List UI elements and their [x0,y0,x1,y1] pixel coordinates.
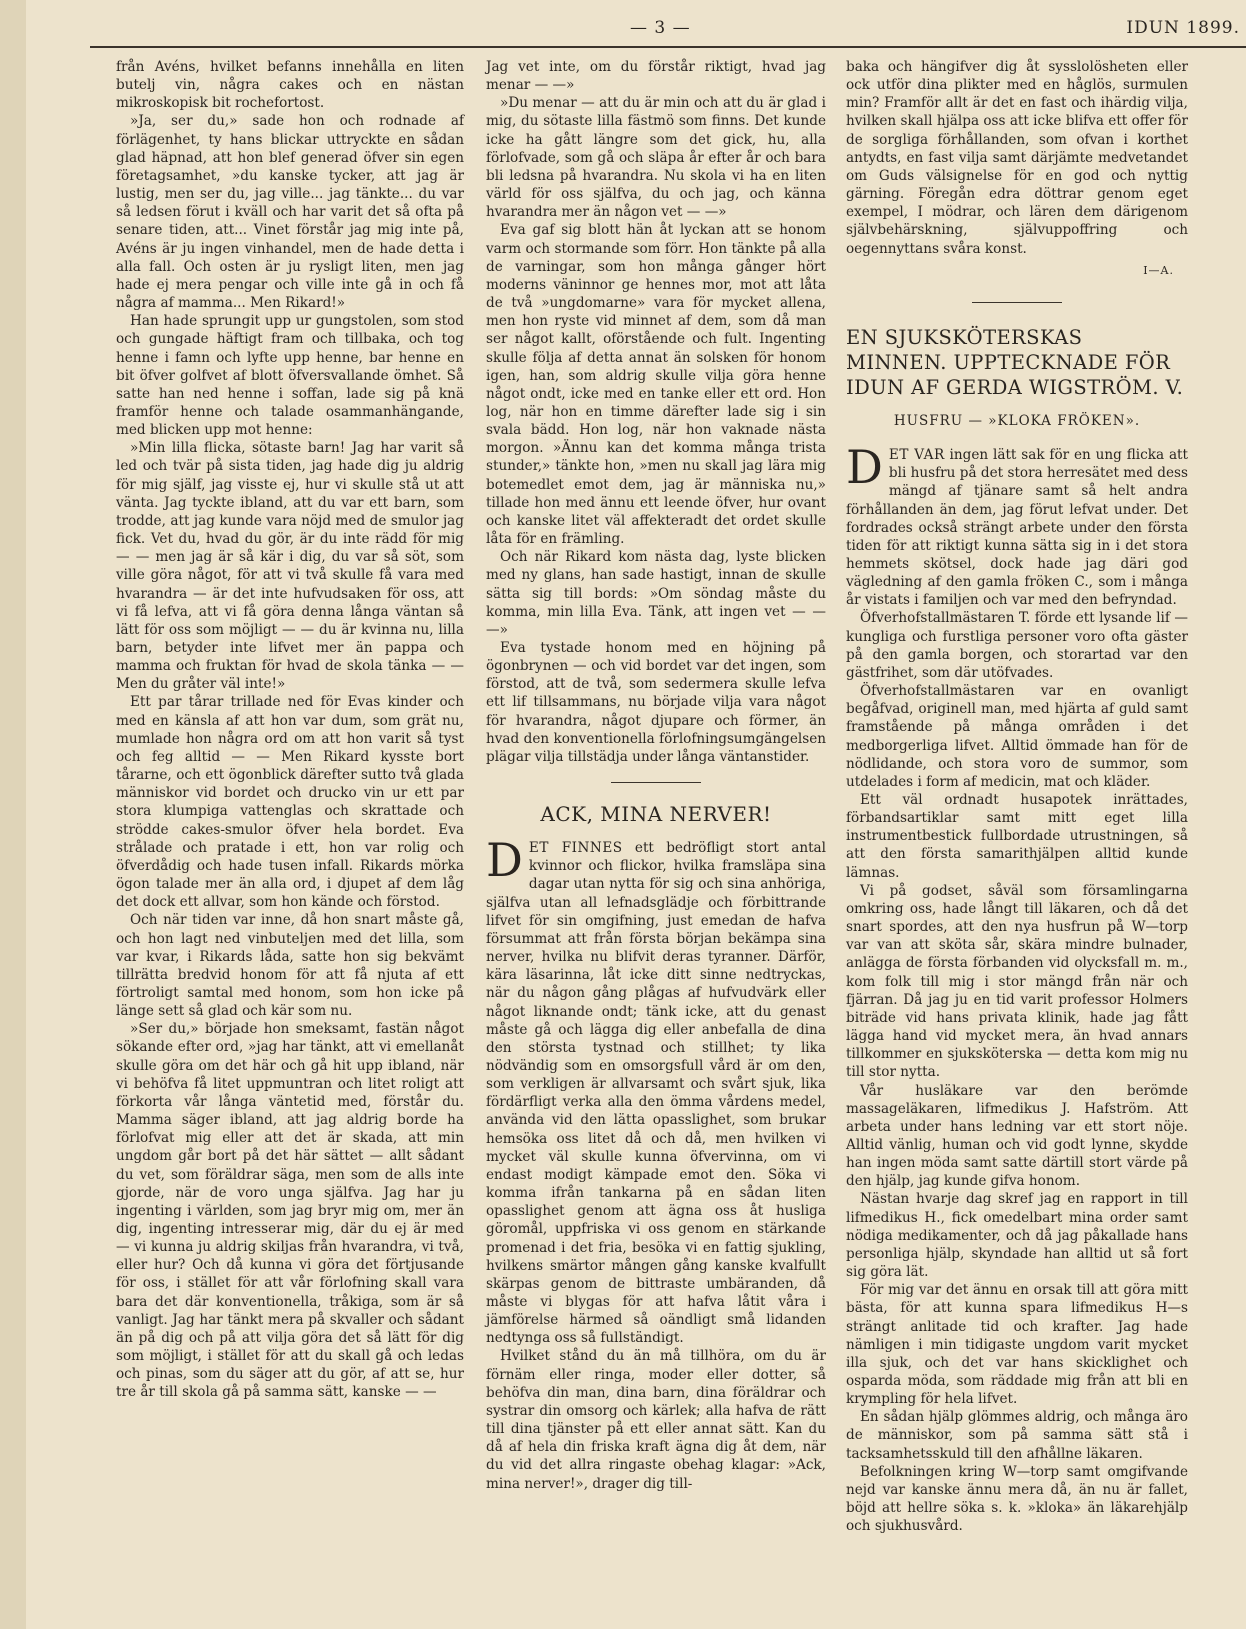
column-1 [116,58,464,1402]
paragraph: Och när Rikard kom nästa dag, lyste blicken med ny glans, han sade hastigt, innan de skulle sätta sig till bords: »Om söndag måste du komma, min lilla Eva. Tänk, att ingen vet — — —» [486,549,826,638]
page-header [90,18,1246,48]
paragraph: Vi på godset, såväl som församlingarna omkring oss, hade långt till läkaren, och då det snart spordes, att den nya husfrun på W—torp var van att sköta sår, skära mindre bulnader, anlägga de första förbanden vid olycksfall m. m., kom folk till mig i stor mängd från när och fjärran. Då jag ju en tid varit professor Holmers biträde vid hans privata klinik, hade jag fått lägga hand vid mycket mera, än hvad annars tillkommer en sjuksköterska — detta kom mig nu till stor nytta. [846,882,1188,1081]
paragraph: Hvilket stånd du än må tillhöra, om du är förnäm eller ringa, moder eller dotter, så behöfva din man, dina barn, dina föräldrar och systrar din omsorg och kärlek; alla hafva de rätt till dina tjänster på ett eller annat sätt. Kan du då af hela din friska kraft ägna dig åt dem, när du vid det allra ringaste obehag klagar: »Ack, mina nerver!», drager dig till- [486,1348,826,1492]
paragraph: Öfverhofstallmästaren var en ovanligt begåfvad, originell man, med hjärta af guld samt framstående på många områden i det medborgerliga lifvet. Alltid ömmade han för de nödlidande, och stora voro de summor, som utdelades i form af medicin, mat och kläder. [846,683,1188,790]
paragraph: »Ser du,» började hon smeksamt, fastän något sökande efter ord, »jag har tänkt, att vi emellanåt skulle göra om det här och gå hit upp ibland, när vi behöfva få litet uppmuntran och litet roligt att förkorta vår långa väntetid med, förstår du. Mamma säger ibland, att jag aldrig borde ha förlofvat mig eller att det är skada, att min ungdom går bort på det här sättet — allt sådant du vet, som föräldrar säga, men som de alls inte gjorde, när de voro unga själfva. Jag har ju ingenting i världen, som jag bryr mig om, mer än dig, ingenting intresserar mig, där du ej är med — vi kunna ju aldrig skiljas från hvarandra, vi två, eller hur? Och då kunna vi göra det förtjusande för oss, i stället för att vår förlofning skall vara bara det där konventionella, tråkiga, som är så vanligt. Jag har tänkt mera på skvaller och sådant än på dig och på att vilja göra det så lätt för dig som möjligt, i stället för att du skall gå och ledas och pinas, som du säger att du gör, af att se, hur tre år till skola gå på samma sätt, kanske — — [116,1021,464,1401]
paragraph: Eva tystade honom med en höjning på ögonbrynen — och vid bordet var det ingen, som förstod, att de två, som sedermera skulle lefva ett lif tillsammans, nu började vilja vara något för hvarandra, något djupare och förmer, än hvad den konventionella förlofningsumgängelsen plägar vilja tillstädja under långa väntanstider. [486,640,826,765]
drop-cap: D [846,440,883,495]
page-edge [0,0,26,1629]
paragraph-text: ett bedröfligt stort antal kvinnor och flickor, hvilka framsläpa sina dagar utan nytta för sig och sina anhöriga, själfva utan all lefnadsglädje och förbittrande lifvet för sin omgifning, just emedan de hafva försummat att från första början bekämpa sina nerver, hvilka nu blifvit deras tyranner. Därför, kära läsarinna, låt icke ditt sinne nedtryckas, när du någon gång plågas af hufvudvärk eller något liknande ondt; tänk icke, att du genast måste gå och lägga dig eller anbefalla de dina den största tystnad och stillhet; ty lika nödvändig som en omsorgsfull vård är om den, som verkligen är allvarsamt och svårt sjuk, lika fördärfligt verka alla den ömma vårdens medel, använda vid den lätta opasslighet, som brukar hemsöka oss litet då och då, men hvilken vi mycket väl skulle kunna öfvervinna, om vi endast modigt kämpade emot den. Söka vi komma ifrån tankarna på en sådan liten opasslighet genom att ägna oss åt husliga göromål, uppfriska vi oss genom en stärkande promenad i det fria, besöka vi en fattig sjukling, hvilkens smärtor mången gång kanske kvalfullt skärpas genom de bittraste umbäranden, då måste vi blygas för att hafva låtit våra i jämförelse härmed så oändligt små lidanden nedtynga oss så fullständigt. [486,840,826,1347]
paragraph: baka och hängifver dig åt sysslolösheten eller ock utför dina plikter med en håglös, surmulen min? Framför allt är det en fast och ihärdig vilja, hvilken skall hjälpa oss att icke blifva ett offer för de sorgliga förhållanden, som ofvan i korthet antydts, en fast vilja samt därjämte medvetandet om Guds välsignelse för en god och nyttig gärning. Föregån edra döttrar genom eget exempel, I mödrar, och lären dem därigenom självbehärskning, självuppoffring och oegennyttans svåra konst. [846,59,1188,257]
paragraph: Öfverhofstallmästaren T. förde ett lysande lif — kungliga och furstliga personer voro ofta gäster på den gamla borgen, och storartad var den gästfrihet, som där utöfvades. [846,610,1188,681]
section-divider [972,302,1062,303]
paragraph: Han hade sprungit upp ur gungstolen, som stod och gungade häftigt fram och tillbaka, och tog henne i famn och lyfte upp henne, bar henne en bit öfver golfvet af blott öfversvallande ömhet. Så satte han ned henne i soffan, lade sig på knä framför henne och talade osammanhängande, med blicken upp mot henne: [116,313,464,439]
paragraph: Och när tiden var inne, då hon snart måste gå, och hon lagt ned vinbuteljen med det lilla, som var kvar, i Rikards låda, satte hon sig bekvämt tillrätta bredvid honom för att få njuta af ett förtroligt samtal med honom, som hon icke på länge sett så glad och kär som nu. [116,912,464,1020]
paragraph: En sådan hjälp glömmes aldrig, och många äro de människor, som på samma sätt stå i tacksamhetsskuld till den afhållne läkaren. [846,1409,1188,1462]
article-first-paragraph [486,833,826,1347]
drop-cap: D [486,833,523,888]
section-divider [611,782,701,783]
lead-words: ET VAR [888,447,945,464]
article-heading-nerves: ACK, MINA NERVER! [540,802,772,827]
page-number: — 3 — [630,18,691,38]
lead-words: ET FINNES [528,840,623,857]
column-2 [486,58,826,1493]
article-first-paragraph [846,440,1188,609]
paragraph: För mig var det ännu en orsak till att göra mitt bästa, för att kunna spara lifmedikus H—s strängt anlitade tid och krafter. Jag hade nämligen i min tidigaste ungdom varit mycket illa sjuk, och det var hans skicklighet och osparda möda, som räddade mig från att bli en krympling för hela lifvet. [846,1282,1188,1408]
paragraph: Ett väl ordnadt husapotek inrättades, förbandsartiklar samt mitt eget lilla instrumentbestick fullbordade utrustningen, så att den första samarithjälpen alltid kunde lämnas. [846,792,1188,881]
column-3 [846,58,1188,1535]
paragraph: Befolkningen kring W—torp samt omgifvande nejd var kanske ännu mera då, än nu är fallet, böjd att hellre söka s. k. »kloka» än läkarehjälp och sjukhusvård. [846,1463,1188,1535]
signature: I—A. [1143,263,1174,277]
article-heading-memoirs: EN SJUKSKÖTERSKAS MINNEN. UPPTECKNADE FÖR IDUN AF GERDA WIGSTRÖM. V. [846,325,1184,399]
paragraph: Ett par tårar trillade ned för Evas kinder och med en känsla af att hon var dum, som grät nu, mumlade hon några ord om att hon varit så tyst och feg alltid — — Men Rikard kysste bort tårarne, och ett ögonblick därefter sutto två glada människor vid bordet och drucko vin ur ett par stora klumpiga vattenglas och skrattade och strödde cakes-smulor öfver hela bordet. Eva strålade och pratade i ett, hon var rolig och öfverdådig och hade tusen infall. Rikards mörka ögon talade mer än alla ord, i djupet af dem låg det dock ett allvar, som hon kände och förstod. [116,694,464,911]
paragraph: Vår husläkare var den berömde massageläkaren, lifmedikus J. Hafström. Att arbeta under hans ledning var ett stort nöje. Alltid vänlig, human och vid godt lynne, skydde han ingen möda samt satte därtill stort värde på den hjälp, jag kunde gifva honom. [846,1082,1188,1190]
paragraph: Eva gaf sig blott hän åt lyckan att se honom varm och stormande som förr. Hon tänkte på alla de varningar, som hon många gånger hört moderns väninnor ge hennes mor, mot att låta de två »ungdomarne» vara för mycket allena, men hon ryste vid minnet af dem, som då man ser något kallt, oförstående och fult. Ingenting skulle följa af detta annat än solsken för honom igen, han, som aldrig skulle vilja göra henne något ondt, icke med en tanke eller ett ord. Hon log, när hon en timme därefter lade sig i sin svala bädd. Hon log, när hon vaknade nästa morgon. »Ännu kan det komma många trista stunder,» tänkte hon, »men nu skall jag lära mig botemedlet emot dem, jag är människa nu,» tillade hon med ännu ett leende öfver, hur ovant och kanske litet väl affekteradt det ordet skulle låta för en främling. [486,222,826,548]
paragraph: Jag vet inte, om du förstår riktigt, hvad jag menar — —» [486,59,826,94]
article-subheading: HUSFRU — »KLOKA FRÖKEN». [893,412,1141,429]
paragraph: »Min lilla flicka, sötaste barn! Jag har varit så led och tvär på sista tiden, jag hade dig ju aldrig för mig själf, jag visste ej, hur vi skulle stå ut att vänta. Jag tyckte ibland, att du var ett barn, som trodde, att jag kunde vara nöjd med de smulor jag fick. Vet du, hvad du gör, är du inte rädd för mig — — men jag är så kär i dig, du var så söt, som ville göra något, för att vi två skulle få vara med hvarandra — är det inte hufvudsaken för oss, att vi få lefva, att vi få göra denna långa väntan så lätt för oss som möjligt — — du är kvinna nu, lilla barn, betyder inte lifvet mer än pappa och mamma och fruktan för hvad de skola tänka — — Men du gråter väl inte!» [116,440,464,693]
paragraph: »Du menar — att du är min och att du är glad i mig, du sötaste lilla fästmö som finns. Det kunde icke ha gått längre som det gick, hu, alla förlofvade, som gå och släpa år efter år och bara bli ledsna på hvarandra. Nu skola vi ha en liten värld för oss själfva, du och jag, och känna hvarandra mer än någon vet — —» [486,95,826,221]
paragraph: Nästan hvarje dag skref jag en rapport in till lifmedikus H., fick omedelbart mina order samt nödiga medikamenter, och då jag påkallade hans personliga hjälp, skyndade han alltid ut så fort sig göra lät. [846,1191,1188,1281]
magazine-title: IDUN 1899. [1126,18,1240,38]
paragraph-text: ingen lätt sak för en ung flicka att bli husfru på det stora herresätet med dess mängd af tjänare samt så helt andra förhållanden än dem, jag förut lefvat under. Det fordrades också strängt arbete under den första tiden för att riktigt kunna sätta sig in i det stora hemmets skötsel, dock hade jag däri god vägledning af den gamla fröken C., som i många år vistats i familjen och var med den befryndad. [846,447,1188,609]
paragraph: »Ja, ser du,» sade hon och rodnade af förlägenhet, ty hans blickar uttryckte en sådan glad häpnad, att hon blef generad öfver sin egen företagsamhet, »du kanske tycker, att jag är lustig, men ser du, jag ville... jag tänkte... du var så ledsen förut i kväll och har varit det så ofta på senare tiden, att... Vinet förstår jag mig inte på, Avéns är ju ingen vinhandel, men de hade detta i alla fall. Och osten är ju rysligt liten, men jag hade ej mera pengar och ville inte gå in och få några af mamma... Men Rikard!» [116,113,464,312]
paragraph: från Avéns, hvilket befanns innehålla en liten butelj vin, några cakes och en nästan mikroskopisk bit rochefortost. [116,59,464,112]
